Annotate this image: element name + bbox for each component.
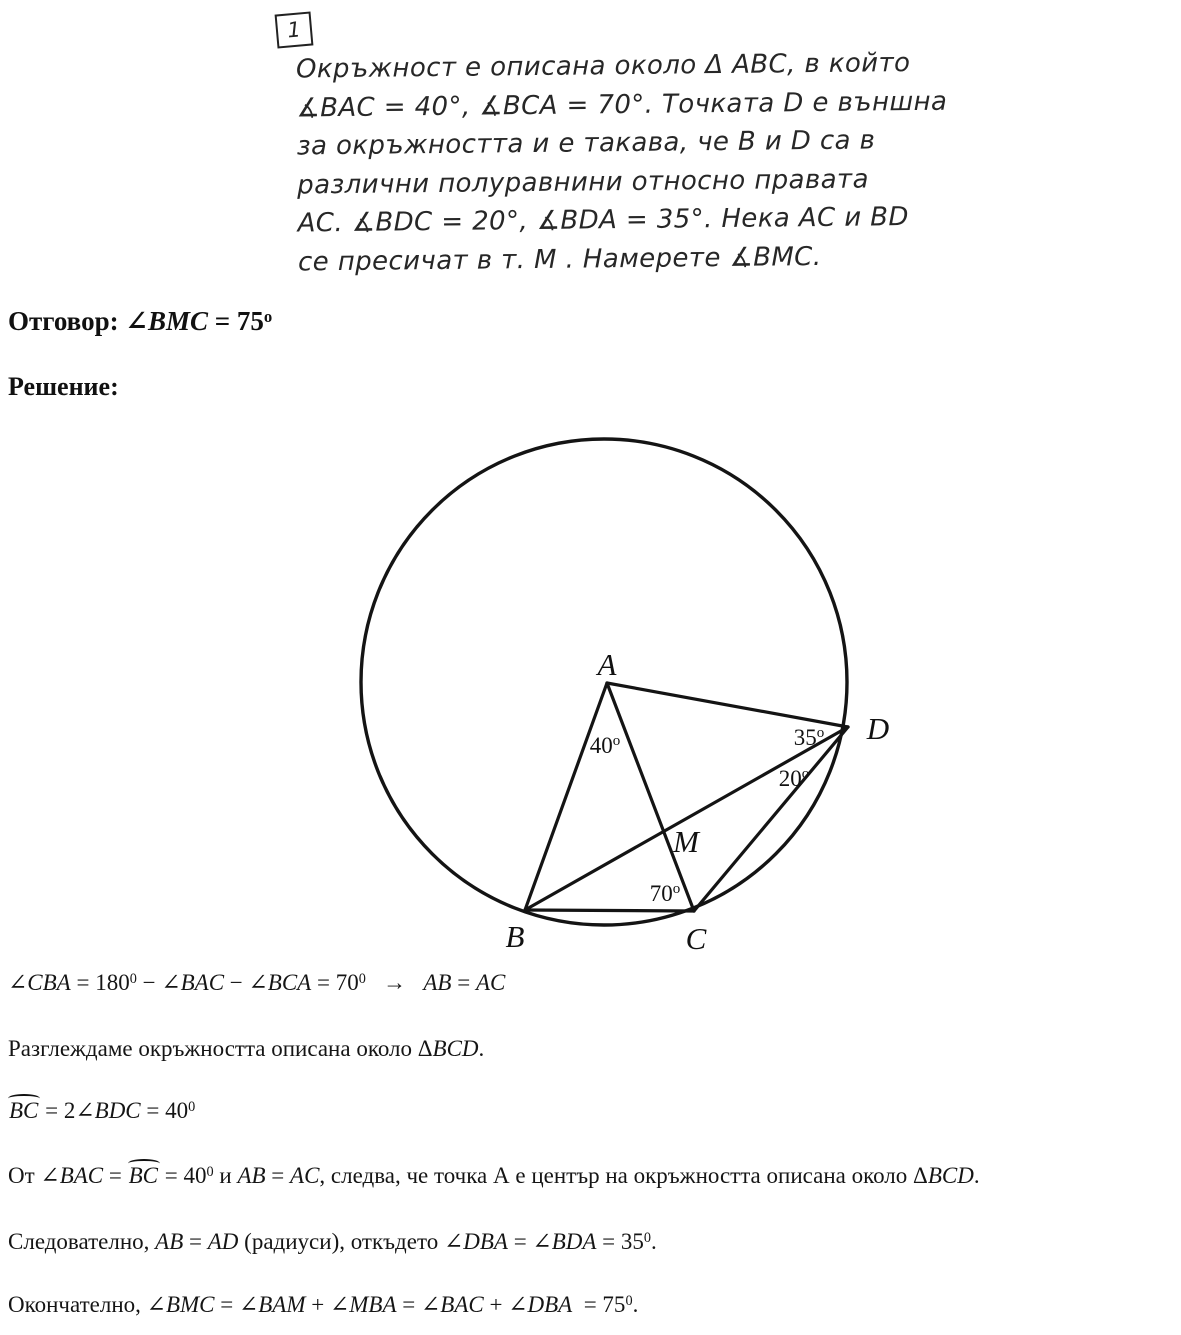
text-segment: BAM: [258, 1292, 306, 1317]
text-segment: AC: [290, 1163, 320, 1188]
text-segment: − ∠: [224, 970, 268, 995]
text-segment: От ∠: [8, 1163, 60, 1188]
text-segment: BC: [9, 1098, 39, 1123]
angle-label-40: 40$^o$: [589, 733, 621, 758]
segment-CD: [694, 727, 848, 911]
solution-step-2: [8, 1036, 484, 1062]
text-segment: BMC: [165, 1292, 215, 1317]
solution-step-5: [8, 1229, 657, 1255]
label-M: M: [673, 824, 699, 859]
text-segment: BDC: [94, 1098, 141, 1123]
text-segment: DBA: [463, 1229, 508, 1254]
problem-number: 1: [286, 17, 302, 43]
text-segment: =: [265, 1163, 291, 1188]
text-segment: →: [365, 970, 424, 995]
text-segment: AB: [423, 970, 452, 995]
text-segment: 0: [188, 1099, 196, 1116]
segment-AB: [525, 683, 607, 910]
label-B: B: [505, 919, 525, 954]
text-segment: =: [183, 1229, 208, 1254]
text-segment: (радиуси), откъдето ∠: [238, 1229, 464, 1254]
text-segment: , следва, че точка А е център на окръжността описана около Δ: [319, 1163, 928, 1188]
text-segment: = 35: [596, 1229, 644, 1254]
text-segment: BAC: [440, 1292, 484, 1317]
text-segment: .: [478, 1036, 485, 1061]
text-segment: = 75: [208, 306, 264, 336]
text-segment: =: [451, 970, 476, 995]
label-A: A: [597, 647, 617, 682]
handwritten-line: различни полуравнини относно правата: [297, 163, 869, 200]
text-segment: o: [263, 306, 273, 326]
text-segment: Разглеждаме окръжността описана около Δ: [8, 1036, 433, 1061]
text-segment: Следователно,: [8, 1229, 156, 1254]
text-segment: − ∠: [136, 970, 181, 995]
segment-BD: [525, 727, 848, 910]
handwritten-line: се пресичат в т. M . Намерете ∡BMC.: [297, 241, 822, 277]
text-segment: = 2∠: [39, 1098, 95, 1123]
angle-label-20: 20$^o$: [778, 766, 810, 791]
label-C: C: [685, 921, 707, 956]
text-segment: 0: [129, 971, 137, 988]
text-segment: .: [632, 1292, 639, 1317]
text-segment: = 180: [70, 970, 130, 995]
angle-label-35: 35$^o$: [793, 725, 825, 750]
segment-AC: [607, 683, 694, 911]
text-segment: DBA: [527, 1292, 573, 1317]
text-segment: ∠: [125, 306, 148, 336]
handwritten-line: ∡BAC = 40°, ∡BCA = 70°. Точката D е външна: [296, 86, 948, 123]
text-segment: AB: [237, 1163, 266, 1188]
solution-step-3: [8, 1098, 195, 1124]
text-segment: BMC: [147, 306, 208, 336]
text-segment: BCD: [927, 1163, 974, 1188]
text-segment: BDA: [551, 1229, 597, 1254]
text-segment: = 70: [311, 970, 359, 995]
text-segment: =: [103, 1163, 128, 1188]
text-segment: BAC: [59, 1163, 104, 1188]
text-segment: 0: [206, 1164, 214, 1181]
text-segment: = ∠: [507, 1229, 552, 1254]
text-segment: ∠: [8, 970, 28, 995]
text-segment: BC: [128, 1163, 159, 1188]
text-segment: = 75: [572, 1292, 626, 1317]
text-segment: MBA: [349, 1292, 397, 1317]
text-segment: Окончателно, ∠: [8, 1292, 166, 1317]
text-segment: AC: [475, 970, 506, 995]
text-segment: .: [973, 1163, 980, 1188]
solution-step-6: [8, 1292, 638, 1318]
text-segment: и: [213, 1163, 238, 1188]
text-segment: BAC: [180, 970, 225, 995]
handwritten-line: Окръжност е описана около Δ ABC, в който: [295, 48, 911, 85]
handwritten-line: за окръжността и е такава, че B и D са в: [296, 125, 876, 162]
segment-AD: [607, 683, 848, 727]
text-segment: AB: [155, 1229, 184, 1254]
solution-step-1: [8, 970, 505, 996]
text-segment: .: [651, 1229, 657, 1254]
text-segment: BCD: [432, 1036, 479, 1061]
solution-heading: Решение:: [8, 372, 119, 401]
text-segment: + ∠: [483, 1292, 528, 1317]
text-segment: + ∠: [305, 1292, 350, 1317]
text-segment: 0: [625, 1293, 633, 1310]
text-segment: AD: [207, 1229, 239, 1254]
label-D: D: [866, 711, 890, 746]
circumscribed-circle: [361, 439, 847, 925]
segment-BC: [525, 910, 694, 911]
text-segment: = ∠: [396, 1292, 441, 1317]
text-segment: 0: [358, 971, 366, 988]
text-segment: = 40: [140, 1098, 189, 1123]
angle-label-70: 70$^o$: [649, 881, 681, 906]
text-segment: = 40: [159, 1163, 207, 1188]
text-segment: = ∠: [214, 1292, 259, 1317]
text-segment: CBA: [27, 970, 71, 995]
solution-step-4: [8, 1163, 980, 1189]
text-segment: BCA: [267, 970, 312, 995]
handwritten-line: AC. ∡BDC = 20°, ∡BDA = 35°. Нека AC и BD: [297, 202, 910, 239]
text-segment: Отговор:: [8, 306, 126, 336]
text-segment: 0: [643, 1230, 652, 1247]
